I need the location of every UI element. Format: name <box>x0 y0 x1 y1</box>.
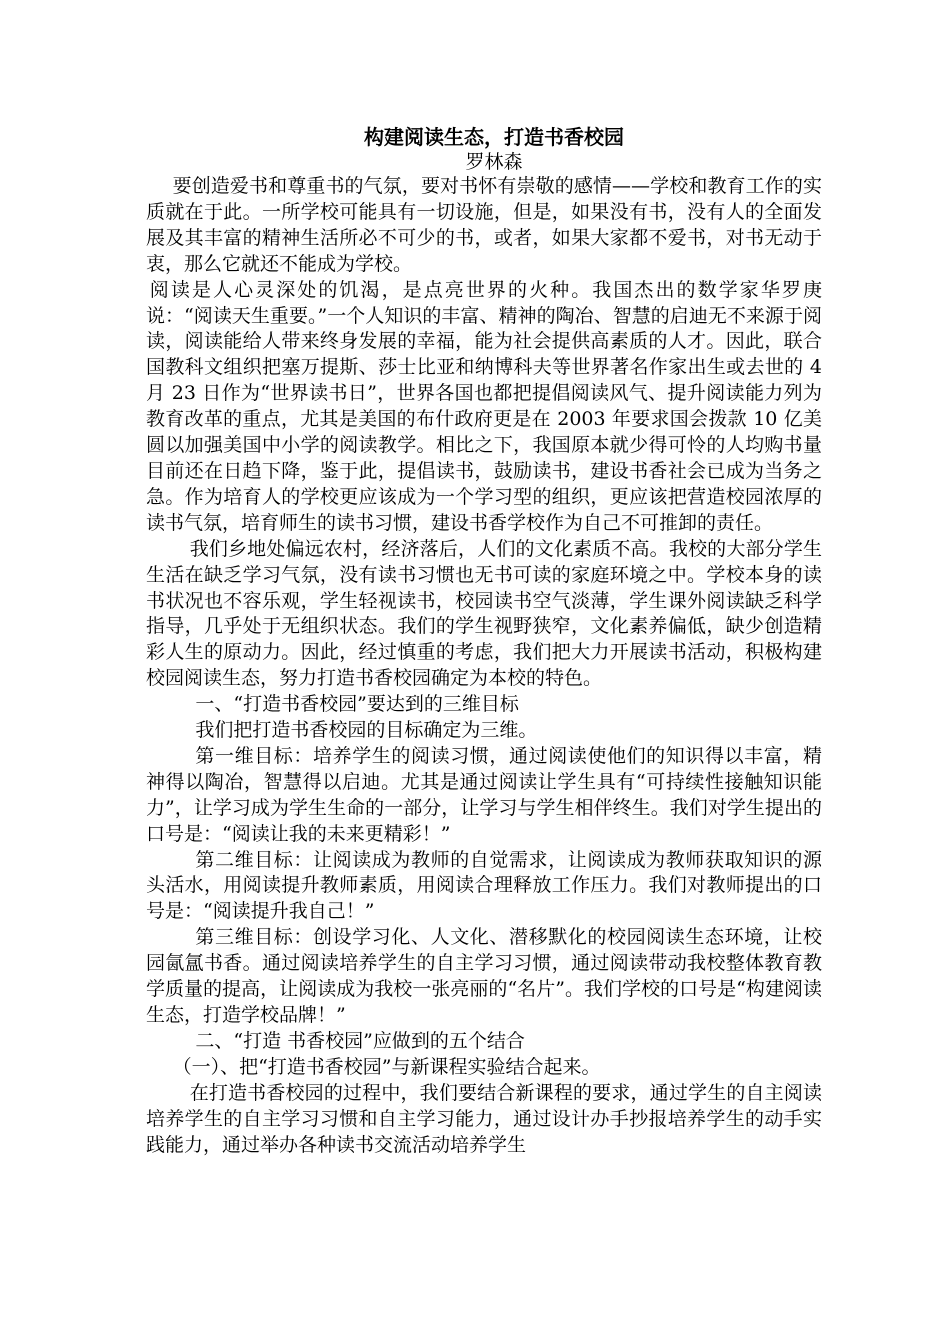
section-heading-goals: 一、“打造书香校园”要达到的三维目标 <box>195 693 519 716</box>
subsection-heading-curriculum: （一）、把“打造书香校园”与新课程实验结合起来。 <box>172 1055 601 1078</box>
paragraph-school-situation: 我们乡地处偏远农村，经济落后，人们的文化素质不高。我校的大部分学生生活在缺乏学习气氛，没有读书习惯也无书可读的家庭环境之中。学校本身的读书状况也不容乐观，学生轻视读书，校园读书空气淡薄，学生课外阅读缺乏科学指导，几乎处于无组织状态。我们的学生视野狭窄，文化素养偏低，缺少创造精彩人生的原动力。因此，经过慎重的考虑，我们把大力开展读书活动，积极构建校园阅读生态，努力打造书香校园确定为本校的特色。 <box>146 537 822 690</box>
paragraph-goals-intro: 我们把打造书香校园的目标确定为三维。 <box>195 719 538 742</box>
paragraph-goal-three: 第三维目标：创设学习化、人文化、潜移默化的校园阅读生态环境，让校园氤氲书香。通过阅读培养学生的自主学习习惯，通过阅读带动我校整体教育教学质量的提高，让阅读成为我校一张亮丽的“名片”。我们学校的口号是“构建阅读生态，打造学校品牌！” <box>146 926 822 1026</box>
section-heading-combinations: 二、“打造 书香校园”应做到的五个结合 <box>195 1029 525 1052</box>
paragraph-goal-one: 第一维目标：培养学生的阅读习惯，通过阅读使他们的知识得以丰富，精神得以陶冶，智慧得以启迪。尤其是通过阅读让学生具有“可持续性接触知识能力”，让学习成为学生生命的一部分，让学习与学生相伴终生。我们对学生提出的口号是：“阅读让我的未来更精彩！” <box>146 744 822 845</box>
paragraph-reading-importance: 阅读是人心灵深处的饥渴，是点亮世界的火种。我国杰出的数学家华罗庚说：“阅读天生重要。”一个人知识的丰富、精神的陶冶、智慧的启迪无不来源于阅读，阅读能给人带来终身发展的幸福，能为社会提供高素质的人才。因此，联合国教科文组织把塞万提斯、莎士比亚和纳博科夫等世界著名作家出生或去世的 4 月 23 日作为“世界读书日”，世界各国也都把提倡阅读风气、提升阅读能力列为教育改革的重点，尤其是美国的布什政府更是在 2003 年要求国会拨款 10 亿美圆以加强美国中小学的阅读教学。相比之下，我国原本就少得可怜的人均购书量目前还在日趋下降，鉴于此，提倡读书，鼓励读书，建设书香社会已成为当务之急。作为培育人的学校更应该成为一个学习型的组织，更应该把营造校园浓厚的读书气氛，培育师生的读书习惯，建设书香学校作为自己不可推卸的责任。 <box>146 278 822 534</box>
paragraph-curriculum: 在打造书香校园的过程中，我们要结合新课程的要求，通过学生的自主阅读培养学生的自主学习习惯和自主学习能力，通过设计办手抄报培养学生的动手实践能力，通过举办各种读书交流活动培养学生 <box>146 1081 822 1156</box>
document-title: 构建阅读生态，打造书香校园 <box>364 125 624 149</box>
document-page <box>146 124 822 1158</box>
paragraph-intro-quote: 要创造爱书和尊重书的气氛，要对书怀有崇敬的感情——学校和教育工作的实质就在于此。一所学校可能具有一切设施，但是，如果没有书，没有人的全面发展及其丰富的精神生活所必不可少的书，或者，如果大家都不爱书，对书无动于衷，那么它就还不能成为学校。 <box>146 175 822 275</box>
document-author: 罗林森 <box>465 151 523 173</box>
paragraph-goal-two: 第二维目标：让阅读成为教师的自觉需求，让阅读成为教师获取知识的源头活水，用阅读提升教师素质，用阅读合理释放工作压力。我们对教师提出的口号是：“阅读提升我自己！” <box>146 848 822 923</box>
